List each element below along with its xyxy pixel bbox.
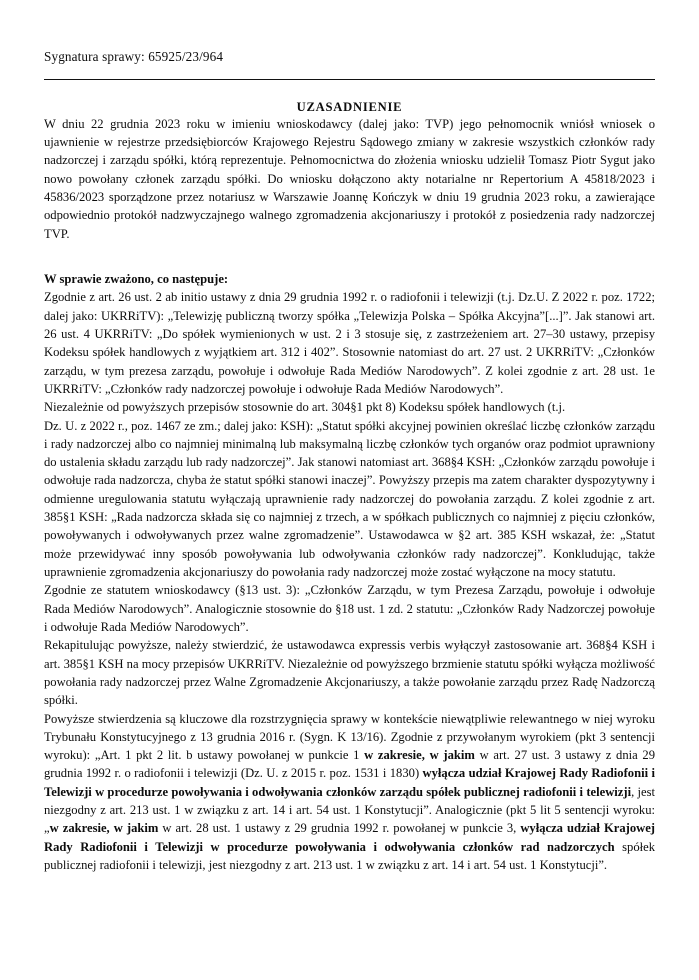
text-run: spółek publicznej radiofonii i telewizji, jest niezgodny z art. 213 ust. 1 w związku z art. 14 i art. 54 ust. 1 Konstytucji”. [44,839,656,873]
emphasis-run: wyłącza udział Krajowej Rady Radiofonii i Telewizji w procedurze powoływania i odwoływania członków zarządu spółek publicznej radiofonii i telewizji [44,766,655,799]
text-run: , jest niezgodny z art. 213 ust. 1 w związku z art. 14 i art. 54 ust. 1 Konstytucji”. Analogicznie (pkt 5 lit 5 sentencji wyroku: „ [44,784,655,836]
section-subheading: W sprawie zważono, co następuje: [44,272,229,287]
paragraph-statut: Zgodnie ze statutem wnioskodawcy (§13 ust. 3): „Członków Zarządu, w tym Prezesa Zarządu, powołuje i odwołuje Rada Mediów Narodowych”. Analogicznie stosownie do §18 ust. 1 zd. 2 statutu: „Członków Rady Nadzorczej powołuje i odwołuje Rada Mediów Narodowych”. [44,583,655,634]
page-title: UZASADNIENIE [296,99,403,114]
paragraph-intro: W dniu 22 grudnia 2023 roku w imieniu wnioskodawcy (dalej jako: TVP) jego pełnomocnik wniósł wniosek o ujawnienie w rejestrze przedsiębiorców Krajowego Rejestru Sądowego zmiany w zakresie wszystkich członków rady nadzorczej i zarządu spółki, którą reprezentuje. Pełnomocnictwa do złożenia wniosku udzielił Tomasz Piotr Sygut jako nowo powołany członek zarządu spółki. Do wniosku dołączono akty notarialne nr Repertorium A 45818/2023 i 45836/2023 sporządzone przez notariusz w Warszawie Joannę Kończyk w dniu 19 grudnia 2023 roku, a zawierające odpowiednio protokół nadzwyczajnego walnego zgromadzenia akcjonariuszy i protokół z posiedzenia rady nadzorczej TVP. [44,116,655,241]
emphasis-run: wyłącza udział Krajowej Rady Radiofonii i Telewizji w procedurze powoływania i odwoływania członków rad nadzorczych [44,821,656,854]
paragraph-ksh-body: Dz. U. z 2022 r., poz. 1467 ze zm.; dalej jako: KSH): „Statut spółki akcyjnej powinien określać liczbę członków zarządu i rady nadzorczej albo co najmniej minimalną lub maksymalną liczbę członków tych organów oraz podmiot uprawniony do ustalenia składu zarządu lub rady nadzorczej”. Jak stanowi natomiast art. 368§4 KSH: „Członków zarządu powołuje i odwołuje rada nadzorcza, chyba że statut spółki stanowi inaczej”. Powyższy przepis ma zatem charakter dyspozytywny i odmienne uregulowania statutu wyłączają uprawnienie rady nadzorczej do powołania zarządu. Z kolei zgodnie z art. 385§1 KSH: „Rada nadzorcza składa się co najmniej z trzech, a w spółkach publicznych co najmniej z pięciu członków, powoływanych i odwoływanych przez walne zgromadzenie”. Ustawodawca w §2 art. 385 KSH wskazał, że: „Statut może przewidywać inny sposób powoływania lub odwoływania członków rady nadzorczej”. Konkludując, także uprawnienie zgromadzenia akcjonariuszy do powołania rady nadzorczej może zostać wyłączone na mocy statutu. [44,418,655,580]
emphasis-run: w zakresie, w jakim [49,821,159,836]
paragraph-ksh-lead: Niezależnie od powyższych przepisów stosownie do art. 304§1 pkt 8) Kodeksu spółek handlowych (t.j. [44,400,566,415]
paragraph-wyrok-tk [44,710,655,875]
text-run: Powyższe stwierdzenia są kluczowe dla rozstrzygnięcia sprawy w kontekście niewątpliwie relewantnego w niej wyroku Trybunału Konstytucyjnego z 13 grudnia 2016 r. (Sygn. K 13/16). Zgodnie z przywołanym wyrokiem (pkt 3 sentencji wyroku): „Art. 1 pkt 2 lit. b ustawy powołanej w punkcie 1 [44,711,655,763]
case-number: Sygnatura sprawy: 65925/23/964 [44,49,224,64]
text-run: w art. 27 ust. 3 ustawy z dnia 29 grudnia 1992 r. o radiofonii i telewizji (Dz. U. z 2015 r. poz. 1531 i 1830) [44,748,655,781]
paragraph-rekapitulacja: Rekapitulując powyższe, należy stwierdzić, że ustawodawca expressis verbis wyłączył zastosowanie art. 368§4 KSH i art. 385§1 KSH na mocy przepisów UKRRiTV. Niezależnie od powyższego brzmienie statutu spółki wyłącza możliwość powołania rady nadzorczej przez Walne Zgromadzenie Akcjonariuszy, a także powołanie zarządu przez Radę Nadzorczą spółki. [44,638,655,708]
header-divider [44,79,655,80]
emphasis-run: w zakresie, w jakim [364,748,475,763]
paragraph-ukrrit: Zgodnie z art. 26 ust. 2 ab initio ustawy z dnia 29 grudnia 1992 r. o radiofonii i telewizji (t.j. Dz.U. Z 2022 r. poz. 1722; dalej jako: UKRRiTV): „Telewizję publiczną tworzy spółka „Telewizja Polska – Spółka Akcyjna”[...]”. Jak stanowi art. 26 ust. 4 UKRRiTV: „Do spółek wymienionych w ust. 2 i 3 stosuje się, z zastrzeżeniem art. 27–30 ustawy, przepisy Kodeksu spółek handlowych z wyjątkiem art. 312 i 402”. Stosownie natomiast do art. 27 ust. 2 UKRRiTV: „Członków zarządu, w tym prezesa zarządu, powołuje i odwołuje Rada Mediów Narodowych”. Z kolei zgodnie z art. 28 ust. 1e UKRRiTV: „Członków rady nadzorczej powołuje i odwołuje Rada Mediów Narodowych”. [44,290,655,396]
text-run: w art. 28 ust. 1 ustawy z 29 grudnia 1992 r. powołanej w punkcie 3, [158,821,521,836]
